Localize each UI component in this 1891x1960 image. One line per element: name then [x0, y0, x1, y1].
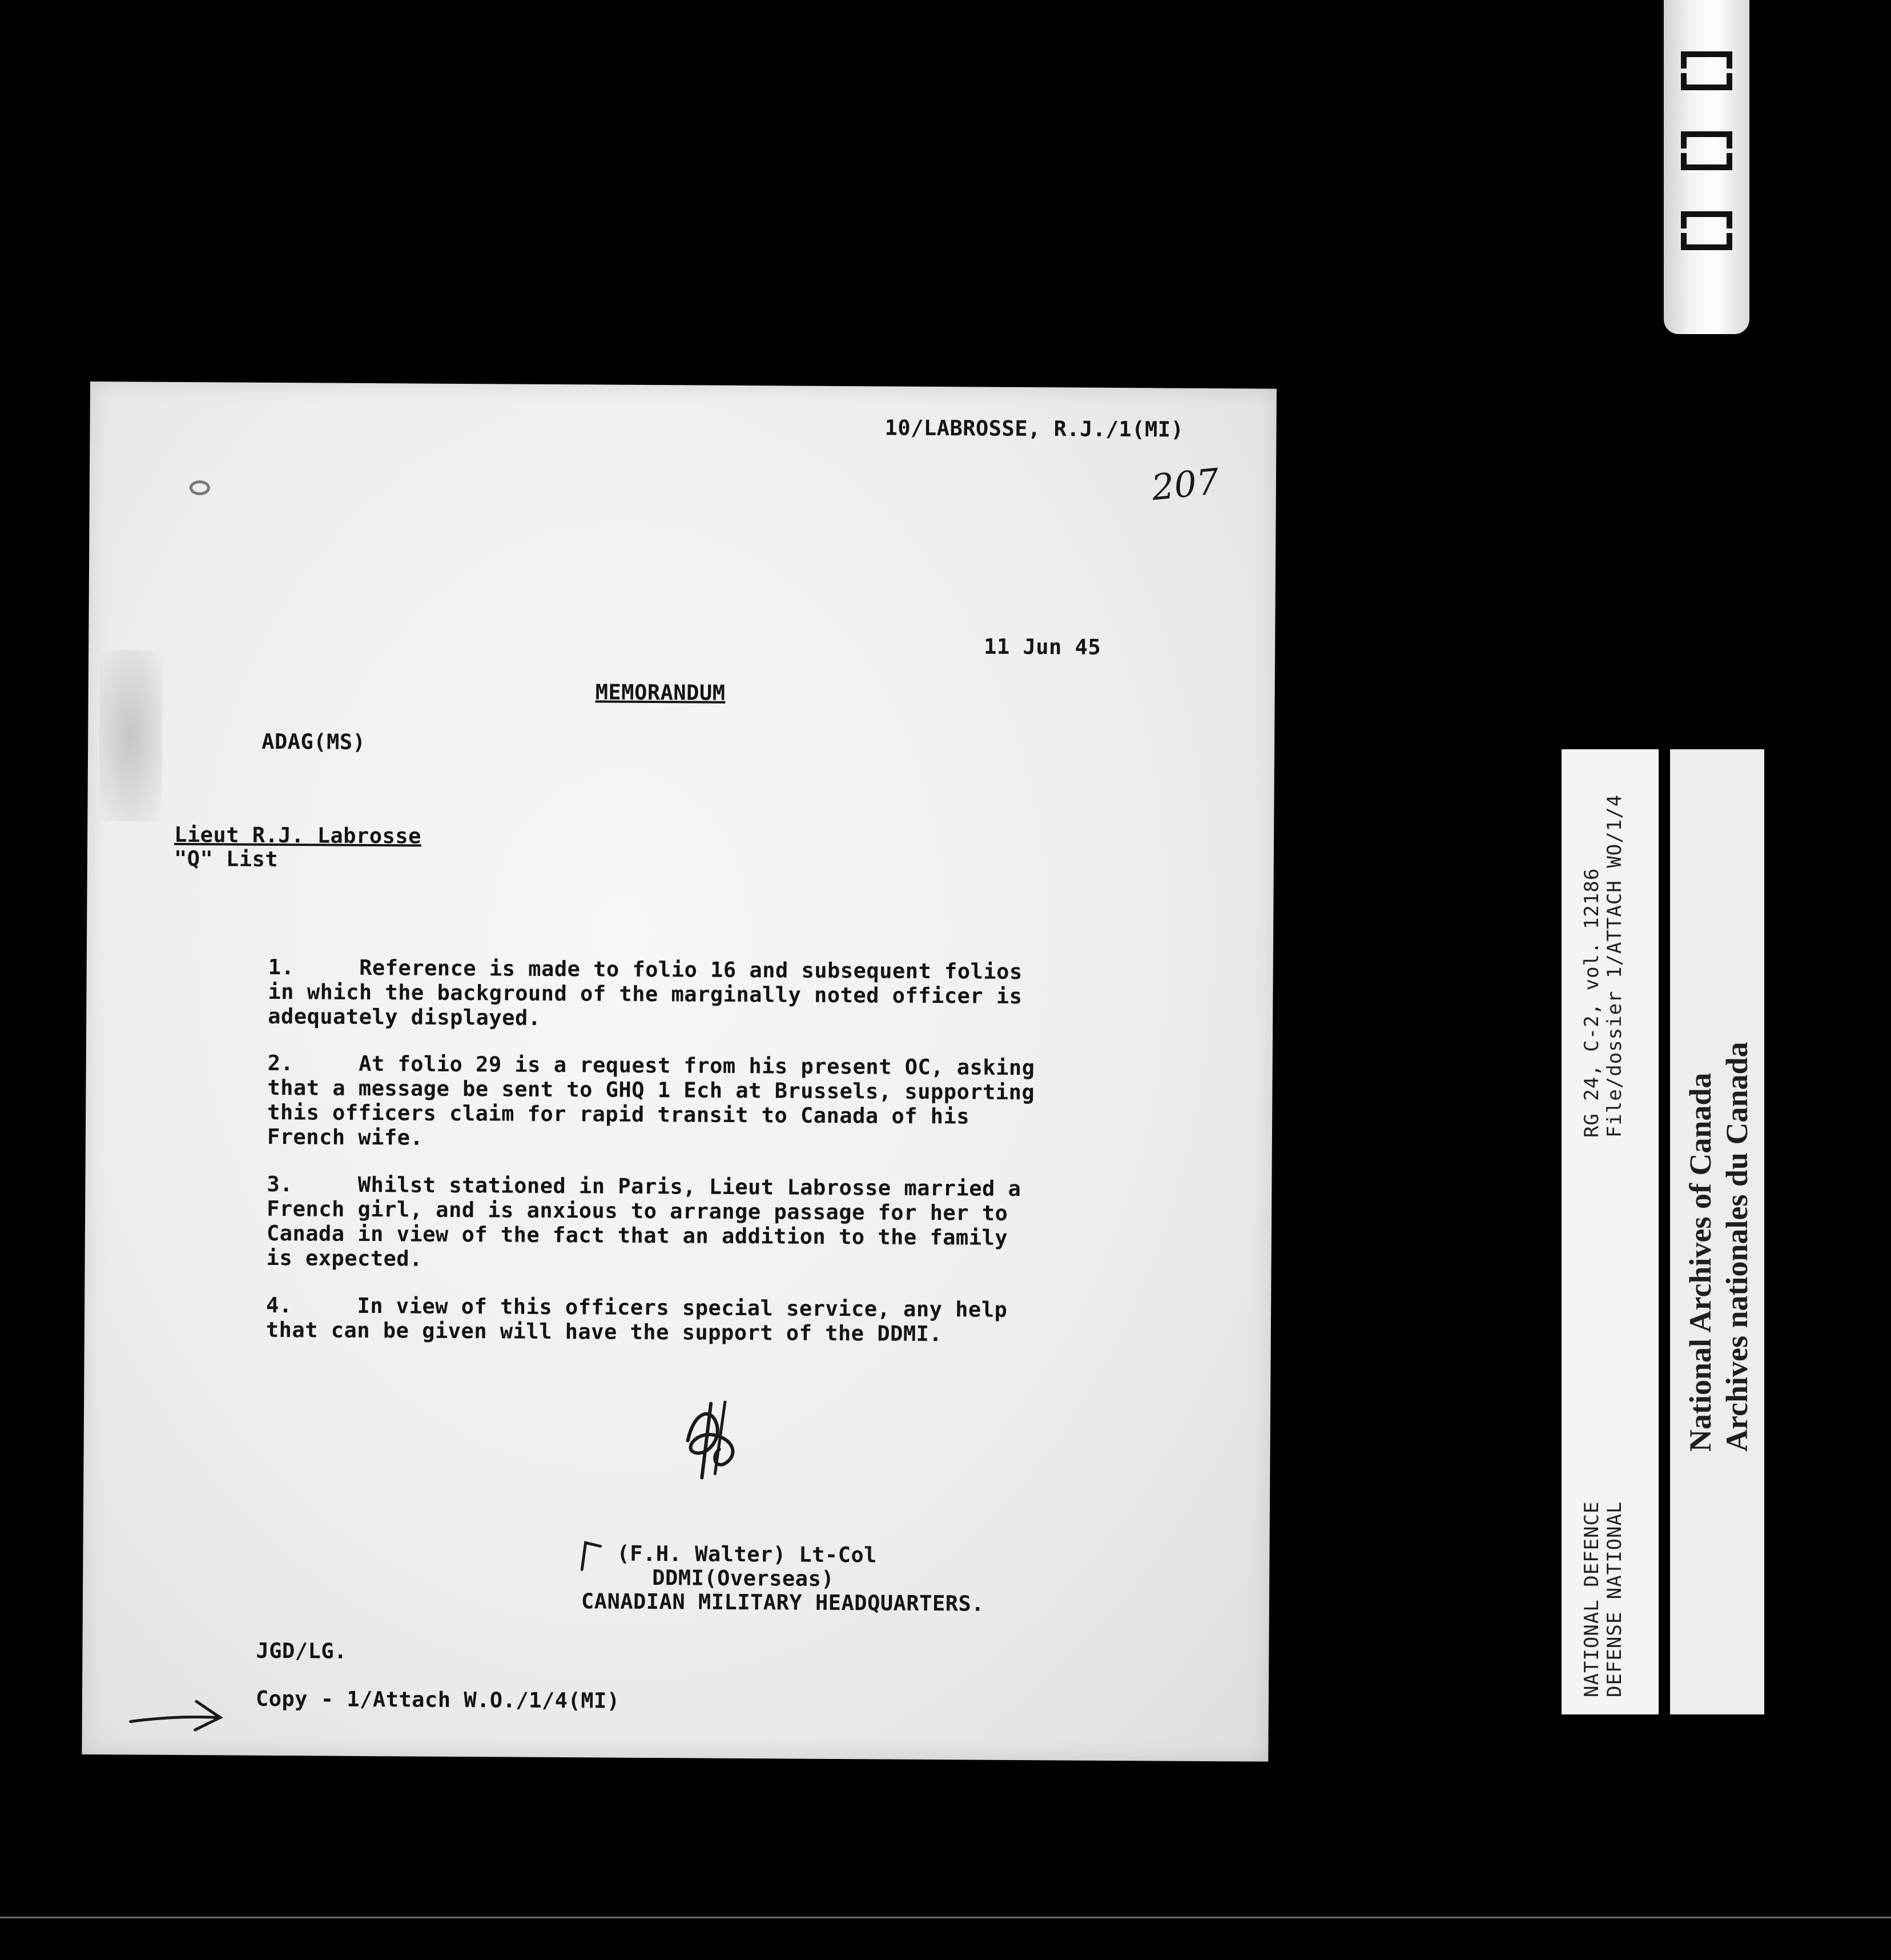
signature-line-2: DDMI(Overseas) [652, 1565, 835, 1591]
handwritten-signature [670, 1400, 757, 1481]
archival-reference-strip [1562, 749, 1659, 1714]
scan-bottom-line [0, 1917, 1891, 1918]
subject-list: "Q" List [174, 846, 279, 872]
memo-date: 11 Jun 45 [984, 634, 1101, 660]
signature-line-1: (F.H. Walter) Lt-Col [617, 1541, 878, 1568]
reel-frame-mark [1681, 131, 1732, 170]
memo-heading: MEMORANDUM [595, 680, 726, 705]
file-reference: 10/LABROSSE, R.J./1(MI) [884, 415, 1184, 442]
handwritten-tick-mark [572, 1538, 606, 1572]
archival-reference-line-1: RG 24, C-2, vol. 12186 [1580, 867, 1603, 1138]
reel-frame-mark [1681, 51, 1732, 90]
folio-number: 207 [1149, 460, 1221, 509]
addressee: ADAG(MS) [261, 729, 366, 754]
subject-name: Lieut R.J. Labrosse [174, 822, 422, 849]
department-label-fr: DEFENSE NATIONAL [1603, 1501, 1626, 1697]
archival-reference-line-2: File/dossier 1/ATTACH WO/1/4 [1603, 794, 1626, 1138]
reel-tab [1664, 0, 1749, 334]
typist-initials: JGD/LG. [256, 1638, 347, 1664]
paragraph-3: 3. Whilst stationed in Paris, Lieut Labrosse married a French girl, and is anxious to arrange passage for her to Canada in view of the fact that an addition to the family is expected. [266, 1171, 1021, 1271]
signature-line-3: CANADIAN MILITARY HEADQUARTERS. [581, 1589, 985, 1616]
handwritten-arrow [128, 1694, 225, 1734]
paragraph-1: 1. Reference is made to folio 16 and subsequent folios in which the background of the marginally noted officer is adequately displayed. [268, 954, 1023, 1030]
copy-note: Copy - 1/Attach W.O./1/4(MI) [255, 1686, 620, 1713]
memo-page [82, 381, 1277, 1762]
pin-hole [190, 480, 210, 495]
archive-name-fr: Archives nationales du Canada [1720, 1042, 1754, 1452]
reel-frame-mark [1681, 211, 1732, 250]
archive-name-strip [1670, 749, 1764, 1714]
paragraph-2: 2. At folio 29 is a request from his present OC, asking that a message be sent to GHQ 1 Ech at Brussels, supporting this officers claim for rapid transit to Canada of his French wife. [267, 1050, 1035, 1150]
department-label-en: NATIONAL DEFENCE [1580, 1501, 1603, 1697]
paragraph-4: 4. In view of this officers special service, any help that can be given will have the support of the DDMI. [265, 1292, 1008, 1347]
archive-name-en: National Archives of Canada [1683, 1073, 1717, 1452]
